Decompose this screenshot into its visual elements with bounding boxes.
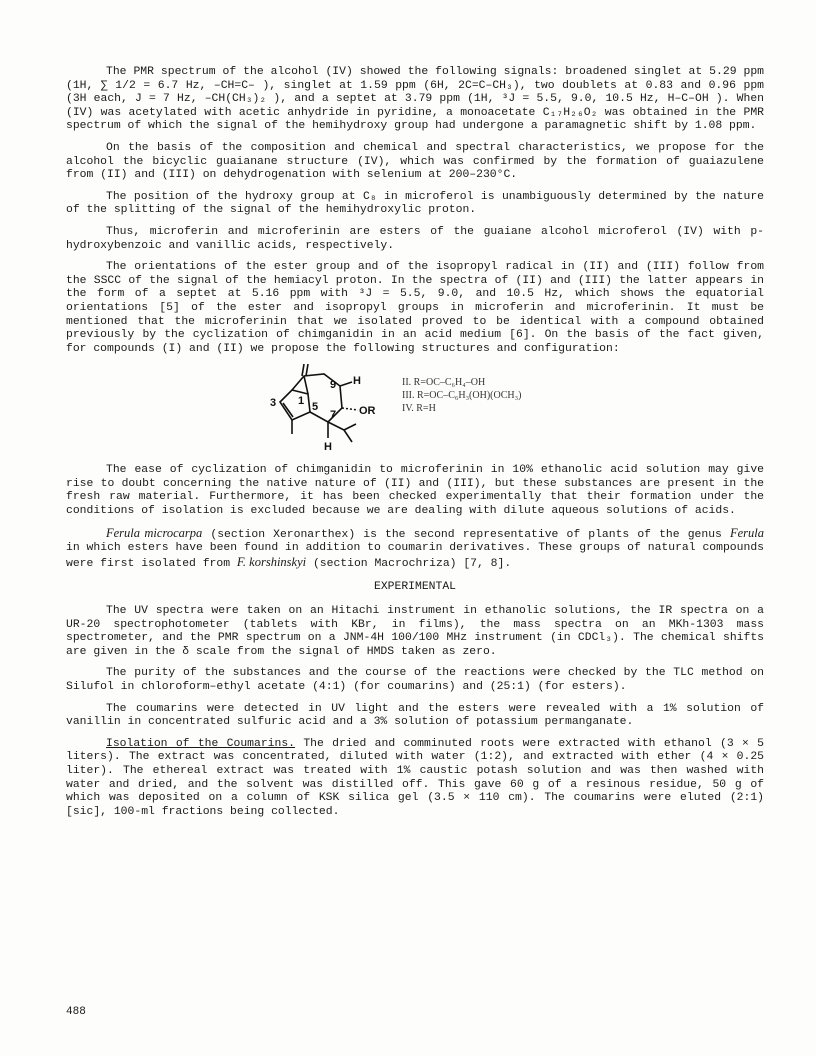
ring-label-3: 3 [270, 397, 277, 410]
paragraph-pmr-alcohol: The PMR spectrum of the alcohol (IV) showed the following signals: broadened singlet at 5.29 ppm (1H, ∑ 1/2 = 6.7 Hz, –CH=C– ), singlet at 1.59 ppm (6H, 2C=C–CH₃), two doublets at 0.83 and 0.96 ppm (3H each, J = 7 Hz, –CH(CH₃)₂ ), and a septet at 3.79 ppm (1H, ³J = 5.5, 9.0, 10.5 Hz, H–C–OH ). When (IV) was acetylated with acetic anhydride in pyridine, a monoacetate C₁₇H₂₆O₂ was obtained in the PMR spectrum of which the signal of the hemihydroxy group had undergone a paramagnetic shift by 1.08 ppm. [66, 66, 764, 133]
taxon-name-korshinskyi: F. korshinskyi [236, 554, 307, 569]
legend-item-iii: III. R=OC–C₆H₃(OH)(OCH₃) [402, 390, 522, 402]
structure-legend [402, 376, 521, 415]
substituent-or: OR [359, 405, 376, 418]
ring-label-5: 5 [312, 401, 319, 414]
substituent-h-bottom: H [324, 441, 332, 454]
legend-item-iv: IV. R=H [402, 403, 436, 415]
genus-name: Ferula [729, 525, 764, 540]
substituent-h-top: H [353, 375, 361, 388]
paragraph-cyclization: The ease of cyclization of chimganidin to microferinin in 10% ethanolic acid solution may give rise to doubt concerning the native nature of (II) and (III), but these substances are present in the fresh raw material. Furthermore, it has been checked experimentally that their formation under the conditions of isolation is excluded because we are dealing with dilute aqueous solutions of acids. [66, 464, 764, 518]
page-number: 488 [66, 1006, 86, 1018]
paragraph-esters: Thus, microferin and microferinin are esters of the guaiane alcohol microferol (IV) with p-hydroxybenzoic and vanillic acids, respectively. [66, 225, 764, 252]
legend-item-ii: II. R=OC–C₆H₄–OH [402, 377, 486, 389]
paragraph-detection: The coumarins were detected in UV light and the esters were revealed with a 1% solution of vanillin in concentrated sulfuric acid and a 3% solution of potassium permanganate. [66, 702, 764, 729]
paragraph-ferula: Ferula microcarpa (section Xeronarthex) is the second representative of plants of the genus Ferula in which esters have been found in addition to coumarin derivatives. These groups of natural compounds were first isolated from F. korshinskyi (section Macrochriza) [7, 8]. [66, 525, 764, 570]
ring-label-1: 1 [298, 395, 305, 408]
section-heading-experimental: EXPERIMENTAL [373, 581, 457, 594]
taxon-name: Ferula microcarpa [106, 525, 203, 540]
ring-label-9: 9 [330, 379, 337, 392]
isolation-title: Isolation of the Coumarins. [106, 737, 296, 750]
paragraph-guaianane-structure: On the basis of the composition and chemical and spectral characteristics, we propose for the alcohol the bicyclic guaianane structure (IV), which was confirmed by the formation of guaiazulene from (II) and (III) on dehydrogenation with selenium at 200–230°C. [66, 141, 764, 182]
paragraph-instruments: The UV spectra were taken on an Hitachi instrument in ethanolic solutions, the IR spectra on a UR-20 spectrophotometer (tablets with KBr, in films), the mass spectra on an MKh-1303 mass spectrometer, and the PMR spectrum on a JNM-4H 100/100 MHz instrument (in CDCl₃). The chemical shifts are given in the δ scale from the signal of HMDS taken as zero. [66, 605, 764, 658]
paragraph-hydroxy-position: The position of the hydroxy group at C₈ in microferol is unambiguously determined by the nature of the splitting of the signal of the hemihydroxylic proton. [66, 190, 764, 217]
ring-label-7: 7 [330, 409, 337, 422]
paragraph-orientations: The orientations of the ester group and of the isopropyl radical in (II) and (III) follow from the SSCC of the signal of the hemiacyl proton. In the spectra of (II) and (III) the latter appears in the form of a septet at 5.16 ppm with ³J = 5.5, 9.0, and 10.5 Hz, which shows the equatorial orientations [5] of the ester and isopropyl groups in microferin and microferinin. It must be mentioned that the microferinin that we isolated proved to be identical with a compound obtained previously by the cyclization of chimganidin in an acid medium [6]. On the basis of the fact given, for compounds (I) and (II) we propose the following structures and configuration: [66, 261, 764, 355]
guaiane-structure-drawing [252, 364, 402, 454]
structure-figure [66, 364, 764, 456]
paragraph-tlc: The purity of the substances and the course of the reactions were checked by the TLC method on Silufol in chloroform–ethyl acetate (4:1) (for coumarins) and (25:1) (for esters). [66, 667, 764, 693]
page-body [66, 66, 764, 827]
paragraph-isolation: Isolation of the Coumarins. The dried and comminuted roots were extracted with ethanol (3 × 5 liters). The extract was concentrated, diluted with water (1:2), and extracted with ether (4 × 0.25 liter). The ethereal extract was treated with 1% caustic potash solution and was then washed with water and dried, and the solvent was distilled off. This gave 60 g of a resinous residue, 50 g of which was deposited on a column of KSK silica gel (3.5 × 110 cm). The coumarins were eluted (2:1) [sic], 100-ml fractions being collected. [66, 737, 764, 818]
